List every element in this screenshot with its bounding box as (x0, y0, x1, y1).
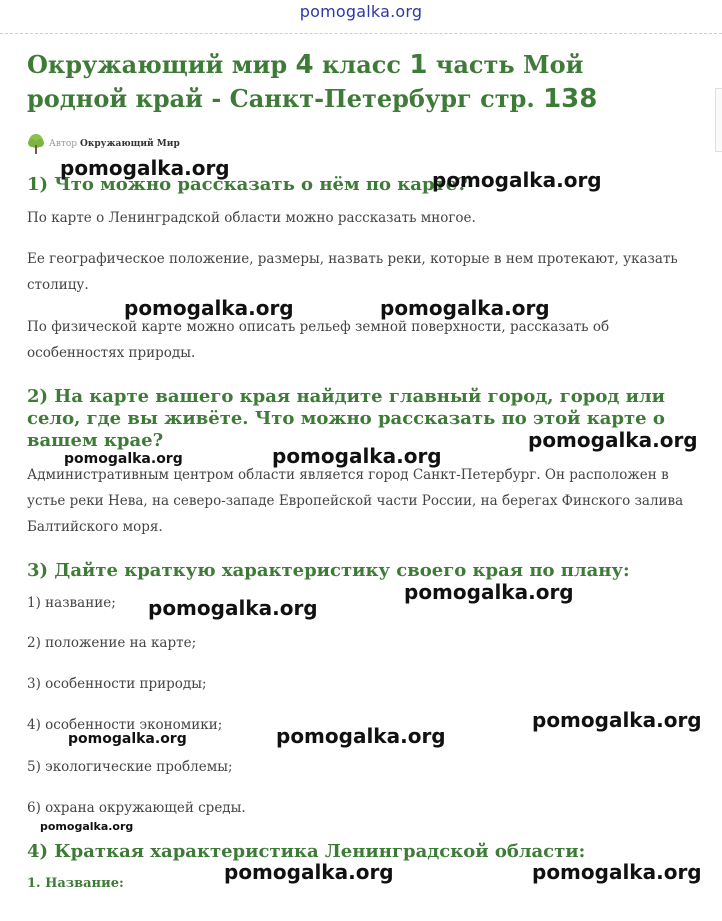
top-bar (0, 0, 722, 32)
plan-item-1: 1) название; (27, 595, 116, 611)
question-4-heading: 4) Краткая характеристика Ленинградской области: (27, 841, 586, 862)
question-2-heading: 2) На карте вашего края найдите главный город, город или село, где вы живёте. Что можно рассказать по этой карте о вашем крае? (27, 386, 666, 451)
watermark: pomogalka.org (124, 296, 294, 320)
watermark: pomogalka.org (380, 296, 550, 320)
question-1-heading: 1) Что можно рассказать о нём по карте? (27, 174, 468, 195)
article-header (27, 48, 687, 116)
subheading-name: 1. Название: (27, 876, 124, 891)
watermark: pomogalka.org (224, 860, 394, 884)
question-3-heading: 3) Дайте краткую характеристику своего края по плану: (27, 560, 630, 581)
side-widget-edge[interactable] (715, 88, 722, 152)
plan-item-5: 5) экологические проблемы; (27, 759, 233, 775)
answer-1-paragraph-2: Ее географическое положение, размеры, назвать реки, которые в нем протекают, указать столицу. (27, 251, 678, 293)
plan-item-3: 3) особенности природы; (27, 676, 207, 692)
page-title: Окружающий мир 4 класс 1 часть Мой родной край - Санкт-Петербург стр. 138 (27, 50, 598, 114)
author-name[interactable]: Окружающий Мир (80, 139, 180, 149)
watermark: pomogalka.org (432, 168, 602, 192)
watermark: pomogalka.org (68, 731, 187, 747)
watermark: pomogalka.org (148, 596, 318, 620)
author-line (27, 134, 180, 154)
watermark: pomogalka.org (40, 820, 134, 833)
watermark: pomogalka.org (64, 451, 183, 467)
plan-item-2: 2) положение на карте; (27, 635, 197, 651)
answer-1-paragraph-3: По физической карте можно описать рельеф земной поверхности, рассказать об особенностях природы. (27, 319, 610, 361)
header-divider (0, 33, 722, 34)
watermark: pomogalka.org (276, 724, 446, 748)
answer-1-paragraph-1: По карте о Ленинградской области можно рассказать многое. (27, 210, 476, 226)
site-logo[interactable]: pomogalka.org (299, 2, 423, 21)
watermark: pomogalka.org (528, 428, 698, 452)
watermark: pomogalka.org (404, 580, 574, 604)
tree-icon (27, 134, 45, 154)
answer-2-paragraph-1: Административным центром области является город Санкт-Петербург. Он расположен в устье реки Нева, на северо-западе Европейской части России, на берегах Финского залива Балтийского моря. (27, 467, 684, 535)
watermark: pomogalka.org (272, 444, 442, 468)
plan-item-4: 4) особенности экономики; (27, 717, 223, 733)
watermark: pomogalka.org (532, 708, 702, 732)
plan-item-6: 6) охрана окружающей среды. (27, 800, 246, 816)
author-label: Автор (49, 139, 78, 149)
watermark: pomogalka.org (60, 156, 230, 180)
watermark: pomogalka.org (532, 860, 702, 884)
